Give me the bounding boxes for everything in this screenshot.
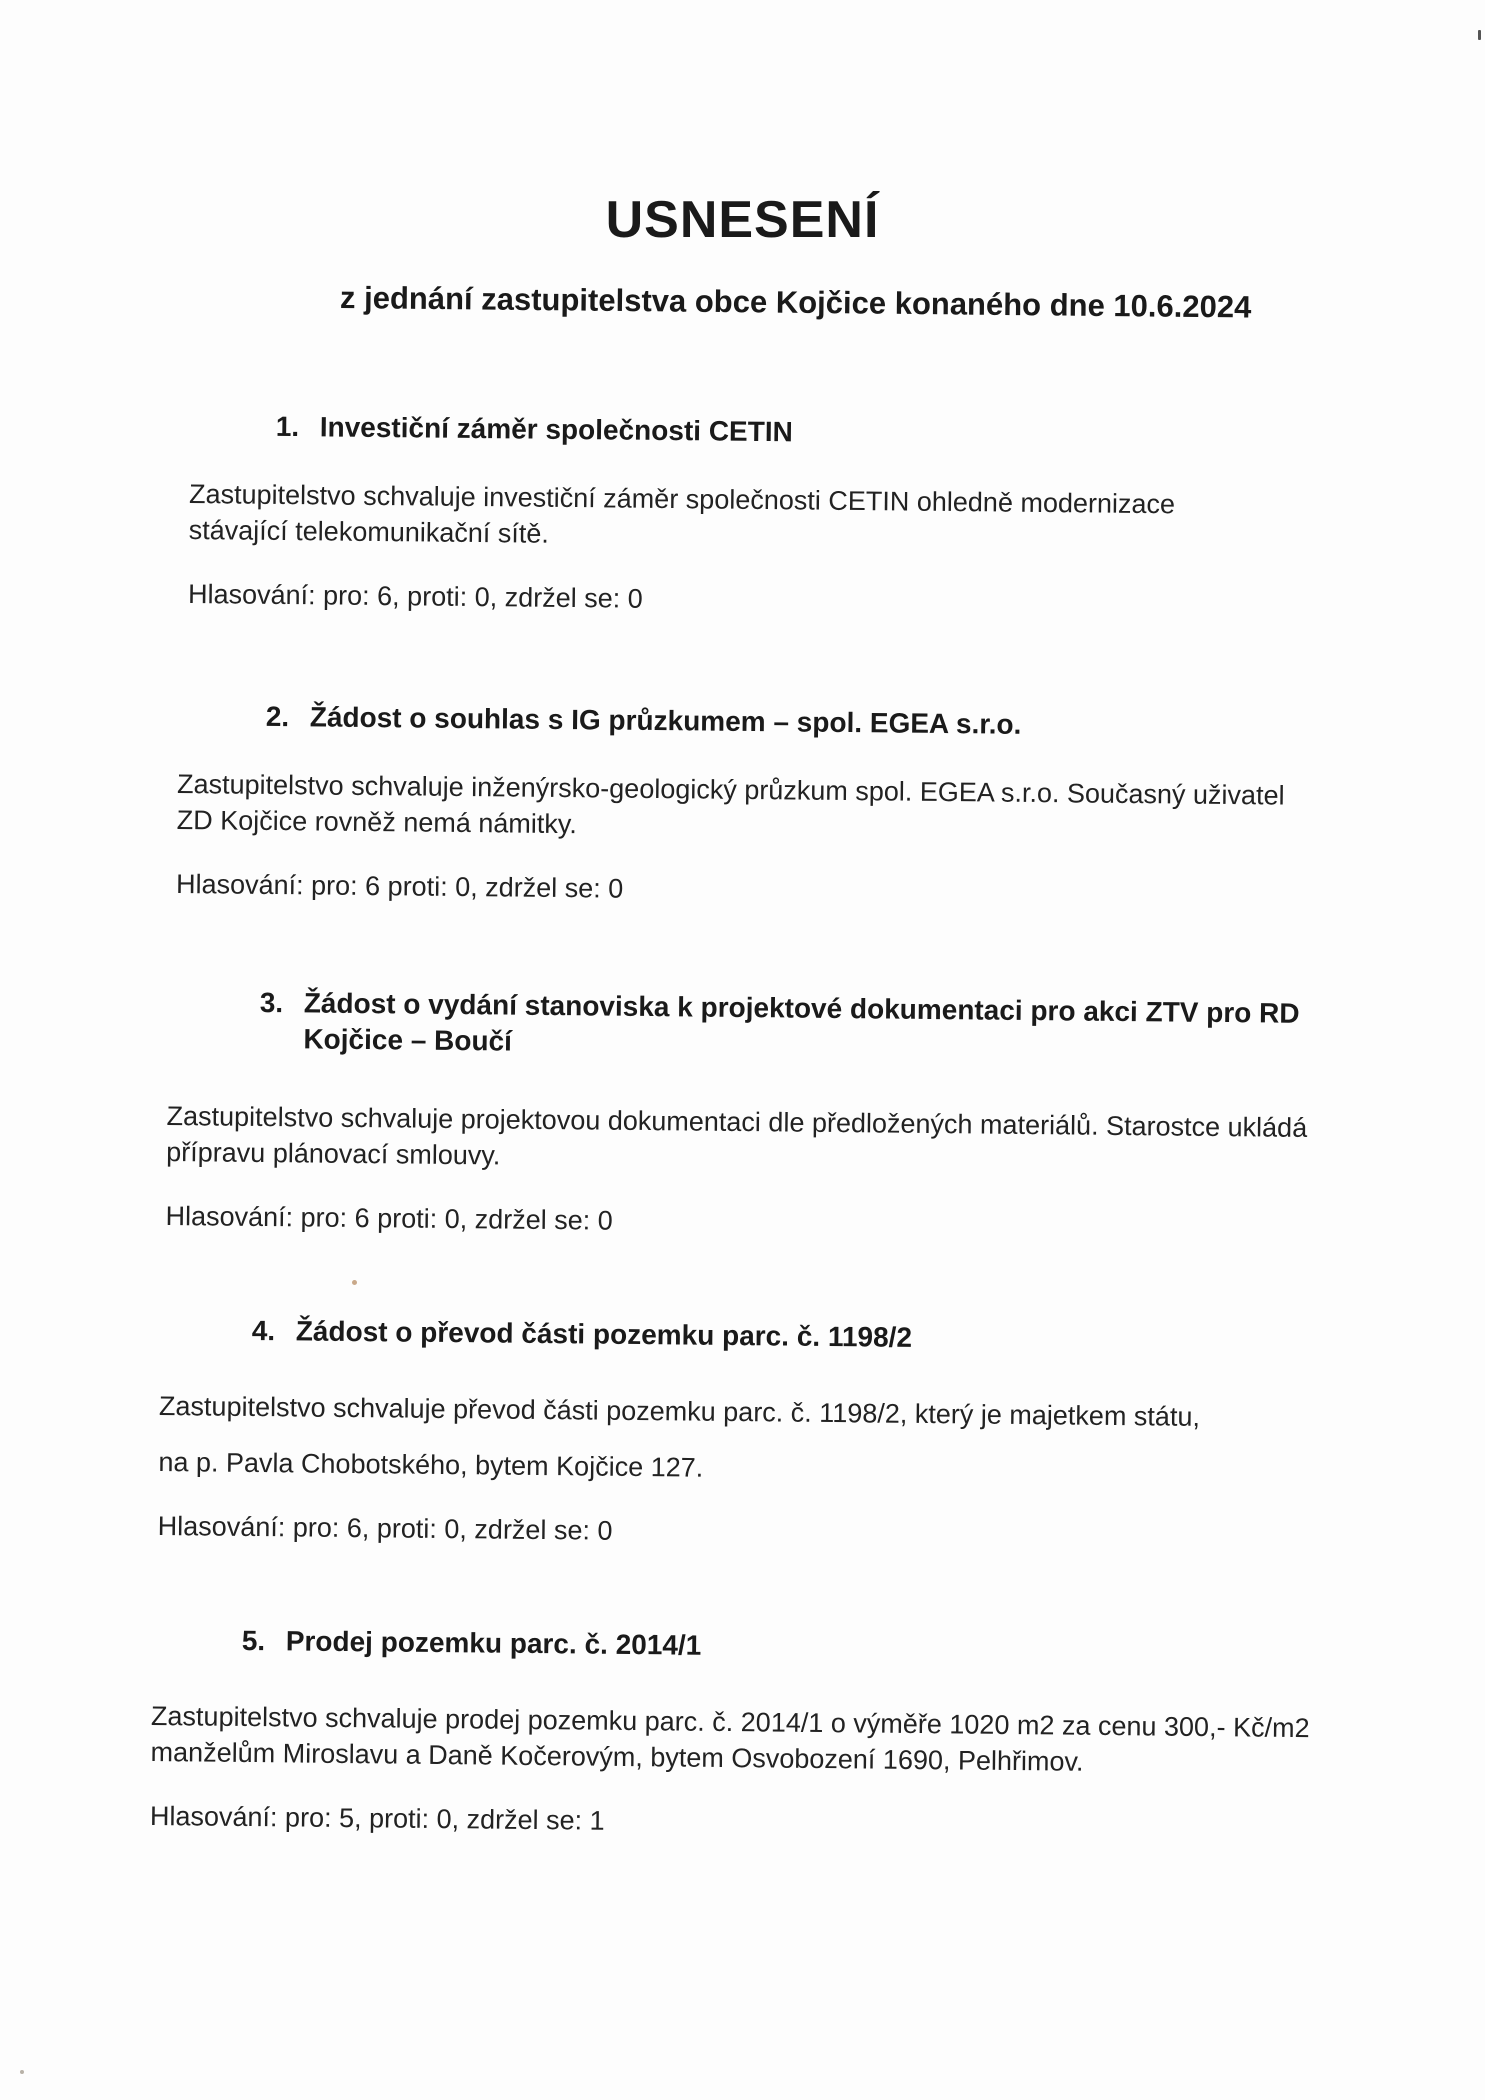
section-number: 1. xyxy=(275,410,300,443)
section-vote: Hlasování: pro: 6 proti: 0, zdržel se: 0 xyxy=(165,1200,613,1236)
resolution-section-1 xyxy=(188,408,1280,623)
section-heading xyxy=(242,1623,1332,1670)
section-heading-text: Žádost o převod části pozemku parc. č. 1198/2 xyxy=(295,1315,913,1353)
section-body: Zastupitelstvo schvaluje převod části pozemku parc. č. 1198/2, který je majetkem státu, xyxy=(158,1390,1201,1432)
section-vote: Hlasování: pro: 6, proti: 0, zdržel se: 0 xyxy=(187,578,643,614)
section-vote: Hlasování: pro: 5, proti: 0, zdržel se: 1 xyxy=(149,1800,605,1836)
section-heading-text: Žádost o vydání stanoviska k projektové dokumentaci pro akci ZTV pro RD Kojčice – Boučí xyxy=(303,987,1300,1057)
section-body: Zastupitelstvo schvaluje inženýrsko-geologický průzkum spol. EGEA s.r.o. Současný uživatel ZD Kojčice rovněž nemá námitky. xyxy=(176,768,1285,840)
section-heading xyxy=(276,409,1280,456)
section-number: 5. xyxy=(241,1624,266,1657)
document-subtitle: z jednání zastupitelstva obce Kojčice konaného dne 10.6.2024 xyxy=(339,280,1252,325)
section-number: 4. xyxy=(251,1314,276,1347)
section-body: Zastupitelstvo schvaluje projektovou dokumentaci dle předložených materiálů. Starostce ukládá přípravu plánovací smlouvy. xyxy=(166,1100,1308,1171)
section-body: Zastupitelstvo schvaluje investiční záměr společnosti CETIN ohledně modernizace stávající telekomunikační sítě. xyxy=(188,478,1176,549)
section-number: 3. xyxy=(259,986,284,1019)
scan-speck xyxy=(352,1280,357,1285)
section-heading-text: Žádost o souhlas s IG průzkumem – spol. EGEA s.r.o. xyxy=(309,701,1022,740)
section-vote: Hlasování: pro: 6, proti: 0, zdržel se: 0 xyxy=(157,1510,613,1546)
section-body: Zastupitelstvo schvaluje prodej pozemku parc. č. 2014/1 o výměře 1020 m2 za cenu 300,- Kč/m2 manželům Miroslavu a Daně Kočerovým, bytem Osvobození 1690, Pelhřimov. xyxy=(150,1700,1310,1777)
scan-speck xyxy=(1478,30,1481,40)
section-heading xyxy=(252,1313,1300,1360)
resolution-section-4 xyxy=(158,1312,1300,1556)
section-heading-text: Prodej pozemku parc. č. 2014/1 xyxy=(285,1625,702,1661)
section-vote: Hlasování: pro: 6 proti: 0, zdržel se: 0 xyxy=(175,868,624,904)
section-number: 2. xyxy=(265,700,290,733)
resolution-section-3 xyxy=(165,984,1338,1246)
section-heading-text: Investiční záměr společnosti CETIN xyxy=(319,411,793,448)
resolution-section-2 xyxy=(176,698,1318,914)
scan-speck xyxy=(20,2070,24,2074)
section-heading xyxy=(259,985,1340,1068)
document-title: USNESENÍ xyxy=(605,191,880,249)
section-heading xyxy=(266,699,1318,746)
resolution-section-5 xyxy=(150,1622,1332,1846)
section-body-line-2: na p. Pavla Chobotského, bytem Kojčice 127. xyxy=(158,1446,704,1483)
